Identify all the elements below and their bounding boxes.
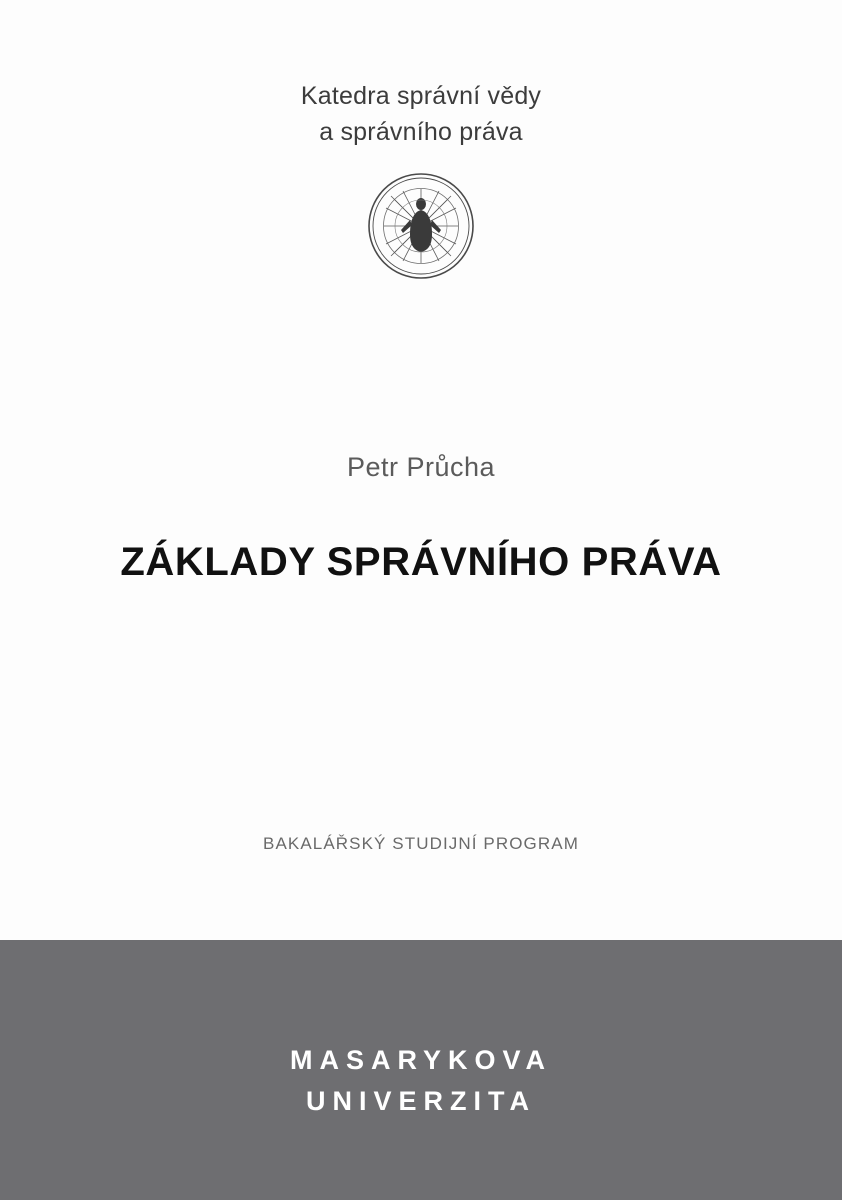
publisher-name [0,1040,842,1122]
book-title: ZÁKLADY SPRÁVNÍHO PRÁVA [120,540,722,584]
study-program-label: BAKALÁŘSKÝ STUDIJNÍ PROGRAM [263,834,579,853]
publisher-line-1: MASARYKOVA [289,1045,552,1075]
author-name: Petr Průcha [346,452,496,482]
department-line-2: a správního práva [319,118,523,146]
university-seal-icon [367,172,475,280]
department-line-1: Katedra správní vědy [300,82,542,110]
department-heading [0,78,842,150]
publisher-line-2: UNIVERZITA [306,1086,536,1116]
